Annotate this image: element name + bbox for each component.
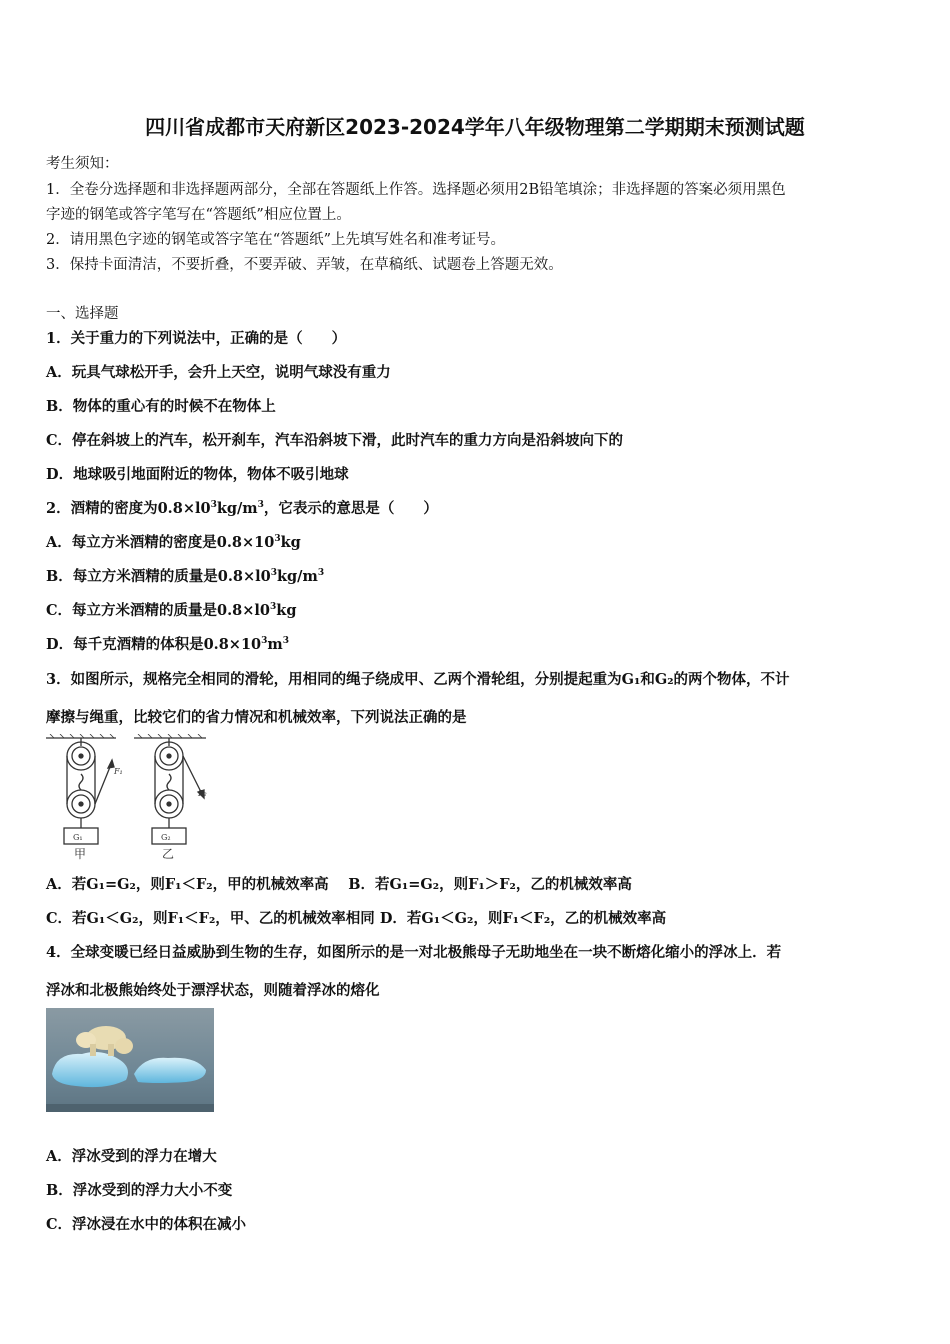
q2-d-unit: m [267,636,283,653]
q4-option-c: C．浮冰浸在水中的体积在减小 [46,1216,247,1233]
q2-a-text: A．每立方米酒精的密度是0.8×10 [46,534,275,551]
q3-options-ab: A．若G₁=G₂，则F₁＜F₂，甲的机械效率高 B．若G₁=G₂，则F₁＞F₂，乙的机械效率高 [46,876,632,893]
q4-stem-line-2: 浮冰和北极熊始终处于漂浮状态，则随着浮冰的熔化 [46,982,380,999]
figure-label-yi: 乙 [162,847,175,861]
q3-stem-line-1: 3．如图所示，规格完全相同的滑轮，用相同的绳子绕成甲、乙两个滑轮组，分别提起重为G₁和G₂的两个物体，不计 [46,671,790,688]
notice-heading: 考生须知： [46,156,119,172]
notice-item-1-line-1: 1．全卷分选择题和非选择题两部分，全部在答题纸上作答。选择题必须用2B铅笔填涂；非选择题的答案必须用黑色 [46,182,786,198]
q1-option-d: D．地球吸引地面附近的物体，物体不吸引地球 [46,466,349,483]
q4-option-b: B．浮冰受到的浮力大小不变 [46,1182,233,1199]
q2-stem-unit: kg/m [216,500,258,517]
pulley-figure [44,734,224,862]
exponent: 3 [257,500,264,511]
exponent: 3 [270,568,277,579]
q4-option-a: A．浮冰受到的浮力在增大 [46,1148,217,1165]
notice-item-1-line-2: 字迹的钢笔或答字笔写在“答题纸”相应位置上。 [46,207,351,223]
q2-b-text: B．每立方米酒精的质量是0.8×l0 [46,568,271,585]
notice-item-2: 2．请用黑色字迹的钢笔或答字笔在“答题纸”上先填写姓名和准考证号。 [46,232,506,248]
page-title: 四川省成都市天府新区2023-2024学年八年级物理第二学期期末预测试题 [145,115,805,139]
q4-stem-line-1: 4．全球变暖已经日益威胁到生物的生存，如图所示的是一对北极熊母子无助地坐在一块不断熔化缩小的浮冰上．若 [46,944,782,961]
exponent: 3 [317,568,325,579]
f1-label: F₁ [114,767,123,776]
notice-item-3: 3．保持卡面清洁，不要折叠，不要弄破、弄皱，在草稿纸、试题卷上答题无效。 [46,257,563,273]
exponent: 3 [274,534,281,545]
q3-options-cd: C．若G₁＜G₂，则F₁＜F₂，甲、乙的机械效率相同 D．若G₁＜G₂，则F₁＜F₂，乙的机械效率高 [46,910,667,927]
q1-option-c: C．停在斜坡上的汽车，松开刹车，汽车沿斜坡下滑，此时汽车的重力方向是沿斜坡向下的 [46,432,624,449]
q2-option-c [46,599,296,620]
q2-stem-tail: ，它表示的意思是（ ） [263,500,438,517]
q2-option-b [46,565,324,586]
q1-option-a: A．玩具气球松开手，会升上天空，说明气球没有重力 [46,364,391,381]
q2-option-a [46,531,301,552]
polar-bear-photo [46,1008,214,1112]
q2-c-unit: kg [276,602,297,619]
exponent: 3 [210,500,217,511]
exponent: 3 [261,636,268,647]
f2-label: F₂ [198,789,207,798]
q1-option-b: B．物体的重心有的时候不在物体上 [46,398,276,415]
section-heading: 一、选择题 [46,306,119,322]
g1-label: G₁ [73,833,83,842]
figure-label-jia: 甲 [74,847,87,861]
q2-b-unit: kg/m [277,568,318,585]
q2-a-unit: kg [280,534,301,551]
q2-stem-text: 2．酒精的密度为0.8×l0 [46,500,211,517]
q2-option-d [46,633,289,654]
q2-stem [46,497,438,518]
q3-stem-line-2: 摩擦与绳重，比较它们的省力情况和机械效率，下列说法正确的是 [46,709,467,726]
q2-d-text: D．每千克酒精的体积是0.8×10 [46,636,262,653]
exponent: 3 [282,636,290,647]
q1-stem: 1．关于重力的下列说法中，正确的是（ ） [46,330,347,347]
q2-c-text: C．每立方米酒精的质量是0.8×l0 [46,602,271,619]
g2-label: G₂ [161,833,171,842]
exponent: 3 [270,602,277,613]
